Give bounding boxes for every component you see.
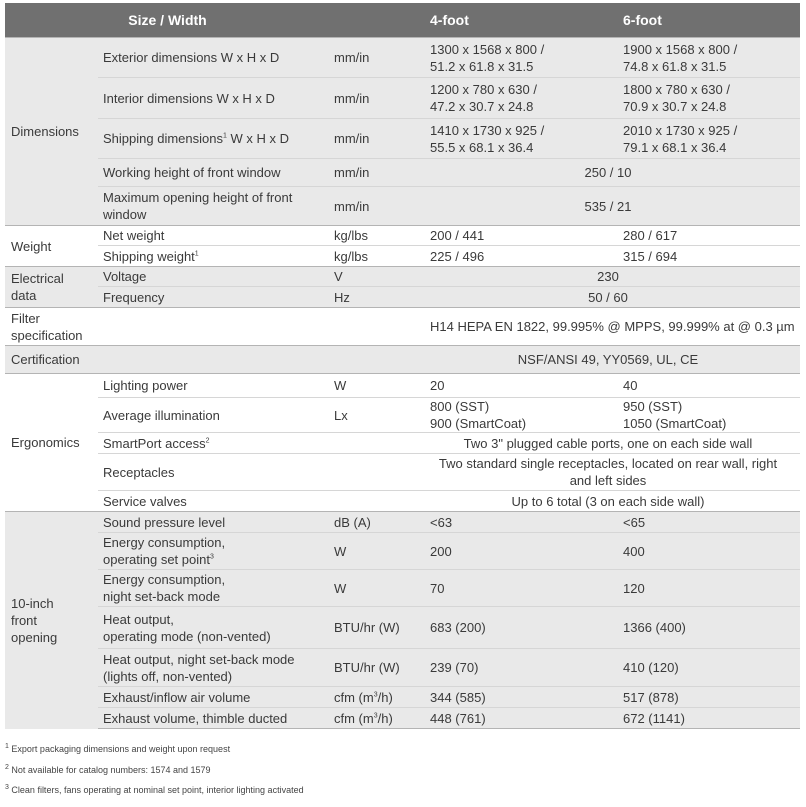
value-6-foot: 280 / 617 xyxy=(618,226,800,246)
table-row xyxy=(5,226,800,246)
table-row xyxy=(5,708,800,729)
header-size-width: Size / Width xyxy=(5,3,330,38)
specification-table xyxy=(5,3,800,729)
footnote-1: $^1$ Export packaging dimensions and weight upon request xyxy=(5,743,231,754)
row-label: Shipping weight$^1$ xyxy=(98,246,330,267)
row-unit: kg/lbs xyxy=(330,246,424,267)
header-6-foot: 6-foot xyxy=(618,3,800,38)
row-unit: mm/in xyxy=(330,159,424,187)
row-label: Net weight xyxy=(98,226,330,246)
value-4-foot: 70 xyxy=(424,570,618,607)
value-6-foot: 1366 (400) xyxy=(618,607,800,649)
row-label: Service valves xyxy=(98,491,330,512)
row-unit: V xyxy=(330,267,424,287)
table-row xyxy=(5,491,800,512)
table-row xyxy=(5,374,800,398)
row-label: Average illumination xyxy=(98,398,330,433)
category-ergonomics: Ergonomics xyxy=(5,374,98,512)
value-4-foot: 1300 x 1568 x 800 / 51.2 x 61.8 x 31.5 xyxy=(424,38,618,78)
category-dimensions: Dimensions xyxy=(5,38,98,226)
value-both: H14 HEPA EN 1822, 99.995% @ MPPS, 99.999% at @ 0.3 µm xyxy=(424,308,800,346)
value-6-foot: 672 (1141) xyxy=(618,708,800,729)
row-label: Receptacles xyxy=(98,454,330,491)
category-front-opening: 10-inch front opening xyxy=(5,512,98,729)
row-unit: BTU/hr (W) xyxy=(330,607,424,649)
category-electrical: Electrical data xyxy=(5,267,98,308)
row-unit: cfm $(m^3/h)$ xyxy=(330,687,424,708)
table-row xyxy=(5,533,800,570)
row-label: Working height of front window xyxy=(98,159,330,187)
row-label: Sound pressure level xyxy=(98,512,330,533)
category-filter: Filter specification xyxy=(5,308,98,346)
value-4-foot: 683 (200) xyxy=(424,607,618,649)
row-label: Heat output, operating mode (non-vented) xyxy=(98,607,330,649)
row-unit: W xyxy=(330,374,424,398)
row-label: Interior dimensions W x H x D xyxy=(98,78,330,119)
value-both: 250 / 10 xyxy=(424,159,800,187)
row-unit: W xyxy=(330,533,424,570)
table-row xyxy=(5,649,800,687)
table-row xyxy=(5,433,800,454)
row-unit: mm/in xyxy=(330,119,424,159)
value-6-foot: 40 xyxy=(618,374,800,398)
row-unit: W xyxy=(330,570,424,607)
value-both: NSF/ANSI 49, YY0569, UL, CE xyxy=(424,346,800,374)
value-6-foot: 2010 x 1730 x 925 / 79.1 x 68.1 x 36.4 xyxy=(618,119,800,159)
value-both: 230 xyxy=(424,267,800,287)
value-both: Up to 6 total (3 on each side wall) xyxy=(424,491,800,512)
value-4-foot: 344 (585) xyxy=(424,687,618,708)
row-unit: Hz xyxy=(330,287,424,308)
value-4-foot: 1200 x 780 x 630 / 47.2 x 30.7 x 24.8 xyxy=(424,78,618,119)
table-row xyxy=(5,187,800,226)
value-6-foot: 315 / 694 xyxy=(618,246,800,267)
row-label: Energy consumption, operating set point$^3$ xyxy=(98,533,330,570)
value-6-foot: 120 xyxy=(618,570,800,607)
table-row xyxy=(5,246,800,267)
table-row xyxy=(5,512,800,533)
value-both: Two standard single receptacles, located on rear wall, right and left sides xyxy=(424,454,800,491)
row-label: Exhaust volume, thimble ducted xyxy=(98,708,330,729)
row-label: Maximum opening height of front window xyxy=(98,187,330,226)
row-unit: dB (A) xyxy=(330,512,424,533)
row-unit: BTU/hr (W) xyxy=(330,649,424,687)
value-4-foot: 448 (761) xyxy=(424,708,618,729)
table-row xyxy=(5,454,800,491)
table-row xyxy=(5,267,800,287)
row-label: Energy consumption, night set-back mode xyxy=(98,570,330,607)
value-4-foot: <63 xyxy=(424,512,618,533)
row-unit: kg/lbs xyxy=(330,226,424,246)
value-6-foot: 950 (SST) 1050 (SmartCoat) xyxy=(618,398,800,433)
value-both: 535 / 21 xyxy=(424,187,800,226)
value-6-foot: <65 xyxy=(618,512,800,533)
row-unit: cfm $(m^3/h)$ xyxy=(330,708,424,729)
row-label: Heat output, night set-back mode (lights off, non-vented) xyxy=(98,649,330,687)
header-4-foot: 4-foot xyxy=(424,3,618,38)
value-6-foot: 1800 x 780 x 630 / 70.9 x 30.7 x 24.8 xyxy=(618,78,800,119)
row-label: Frequency xyxy=(98,287,330,308)
table-row xyxy=(5,308,800,346)
row-label: Lighting power xyxy=(98,374,330,398)
header-unit xyxy=(330,3,424,38)
table-row xyxy=(5,607,800,649)
row-unit: Lx xyxy=(330,398,424,433)
table-row xyxy=(5,159,800,187)
value-4-foot: 239 (70) xyxy=(424,649,618,687)
row-unit: mm/in xyxy=(330,38,424,78)
value-4-foot: 225 / 496 xyxy=(424,246,618,267)
value-4-foot: 200 / 441 xyxy=(424,226,618,246)
value-4-foot: 20 xyxy=(424,374,618,398)
value-6-foot: 1900 x 1568 x 800 / 74.8 x 61.8 x 31.5 xyxy=(618,38,800,78)
table-row xyxy=(5,398,800,433)
footnote-3: $^3$ Clean filters, fans operating at nominal set point, interior lighting activated xyxy=(5,784,304,795)
value-6-foot: 400 xyxy=(618,533,800,570)
table-header xyxy=(5,3,800,38)
table-row xyxy=(5,38,800,78)
category-certification: Certification xyxy=(5,346,98,374)
table-row xyxy=(5,570,800,607)
value-4-foot: 800 (SST) 900 (SmartCoat) xyxy=(424,398,618,433)
table-row xyxy=(5,346,800,374)
row-label: Voltage xyxy=(98,267,330,287)
table-row xyxy=(5,78,800,119)
row-unit: mm/in xyxy=(330,187,424,226)
value-both: 50 / 60 xyxy=(424,287,800,308)
table-row xyxy=(5,287,800,308)
value-4-foot: 1410 x 1730 x 925 / 55.5 x 68.1 x 36.4 xyxy=(424,119,618,159)
value-4-foot: 200 xyxy=(424,533,618,570)
row-label: Shipping dimensions$^1$ W x H x D xyxy=(98,119,330,159)
footnote-2: $^2$ Not available for catalog numbers: 1574 and 1579 xyxy=(5,764,211,775)
value-6-foot: 410 (120) xyxy=(618,649,800,687)
value-6-foot: 517 (878) xyxy=(618,687,800,708)
category-weight: Weight xyxy=(5,226,98,267)
row-label: SmartPort access$^2$ xyxy=(98,433,330,454)
table-row xyxy=(5,687,800,708)
value-both: Two 3" plugged cable ports, one on each side wall xyxy=(424,433,800,454)
row-label: Exterior dimensions W x H x D xyxy=(98,38,330,78)
table-row xyxy=(5,119,800,159)
row-label: Exhaust/inflow air volume xyxy=(98,687,330,708)
row-unit: mm/in xyxy=(330,78,424,119)
